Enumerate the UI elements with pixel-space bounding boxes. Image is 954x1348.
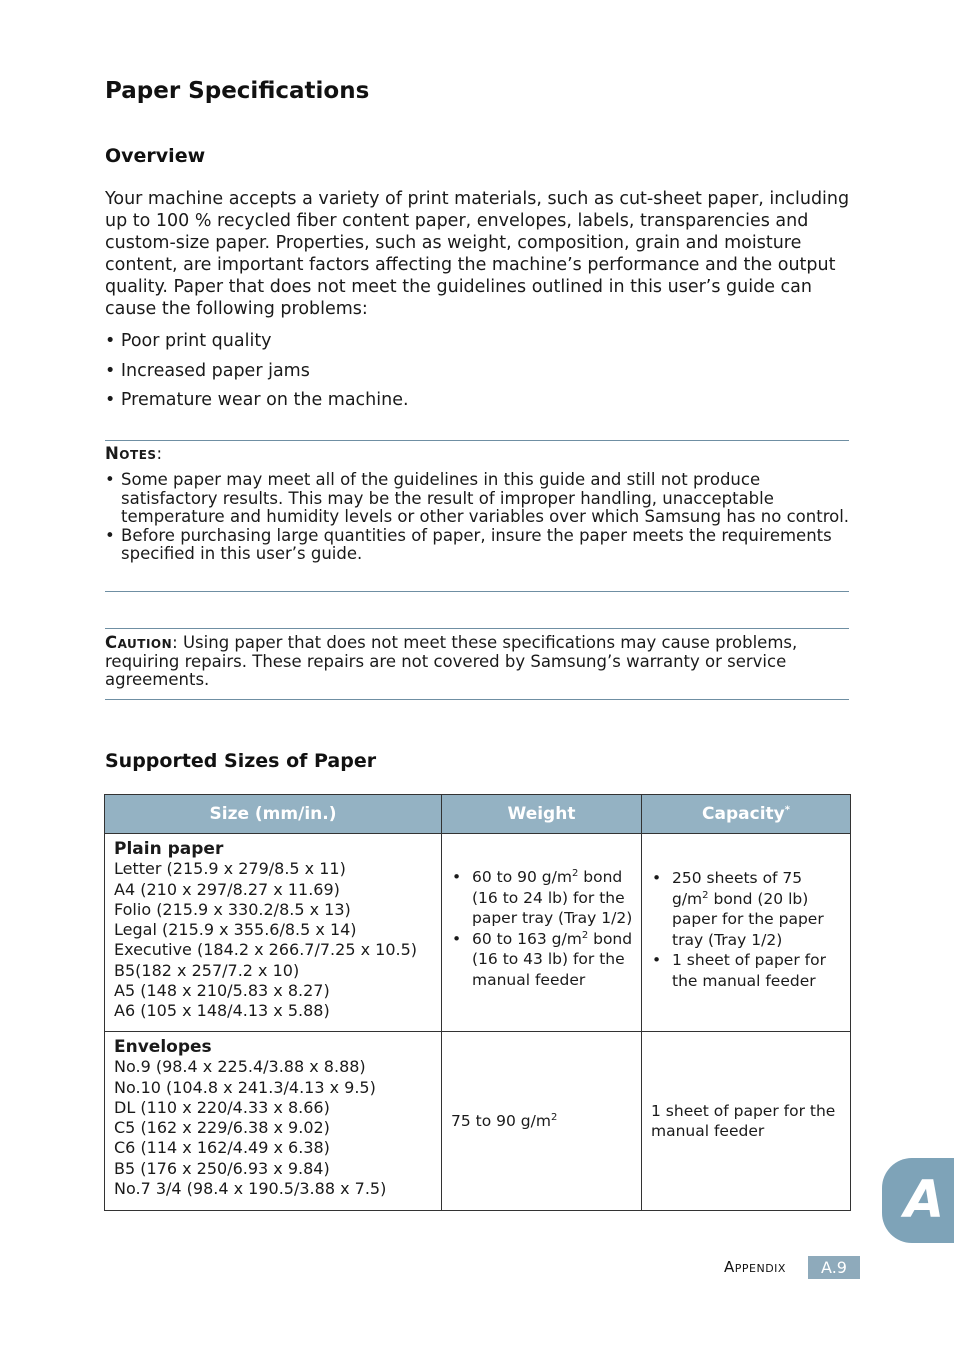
column-header-capacity: Capacity* bbox=[642, 795, 851, 834]
size-entry: A5 (148 x 210/5.83 x 8.27) bbox=[114, 981, 330, 1001]
paragraph-line: quality. Paper that does not meet the guidelines outlined in this user’s guide can bbox=[105, 277, 812, 297]
capacity-list bbox=[642, 868, 842, 992]
paper-size-table bbox=[104, 794, 851, 1211]
row-group-label: Plain paper bbox=[114, 839, 224, 859]
overview-heading: Overview bbox=[105, 145, 206, 167]
capacity-item: • 250 sheets of 75 $g/m^2$ bond (20 lb) paper for the paper tray (Tray 1/2) bbox=[642, 868, 842, 950]
capacity-item: • 1 sheet of paper for the manual feeder bbox=[642, 950, 842, 991]
note-item: • Some paper may meet all of the guidelines in this guide and still not produce satisfactory results. This may be the result of improper handling, unacceptable temperature and humidity levels or other variables over which Samsung has no control. bbox=[105, 471, 853, 527]
weight-item: • 60 to 90 $g/m^2$ bond (16 to 24 lb) for the paper tray (Tray 1/2) bbox=[442, 867, 635, 929]
problems-list bbox=[105, 330, 409, 419]
notes-list bbox=[105, 471, 853, 564]
capacity-cell bbox=[642, 834, 851, 1032]
size-entry: No.7 3/4 (98.4 x 190.5/3.88 x 7.5) bbox=[114, 1179, 387, 1199]
appendix-tab-letter: A bbox=[904, 1170, 945, 1230]
paragraph-line: Your machine accepts a variety of print materials, such as cut-sheet paper, including bbox=[105, 189, 850, 209]
notes-bottom-rule bbox=[105, 591, 849, 592]
column-header-weight: Weight bbox=[442, 795, 642, 834]
caution-label: Caution bbox=[105, 633, 173, 652]
list-item: • Increased paper jams bbox=[105, 360, 310, 381]
size-entry: No.9 (98.4 x 225.4/3.88 x 8.88) bbox=[114, 1057, 366, 1077]
notes-top-rule bbox=[105, 440, 849, 441]
paragraph-line: up to 100 % recycled fiber content paper, envelopes, labels, transparencies and bbox=[105, 211, 809, 231]
overview-paragraph bbox=[105, 188, 855, 320]
size-entry: Letter (215.9 x 279/8.5 x 11) bbox=[114, 859, 346, 879]
row-group-label: Envelopes bbox=[114, 1037, 212, 1057]
weight-item: • 60 to 163 $g/m^2$ bond (16 to 43 lb) for the manual feeder bbox=[442, 929, 635, 991]
capacity-cell: 1 sheet of paper for the manual feeder bbox=[642, 1032, 851, 1211]
size-cell bbox=[105, 1032, 442, 1211]
size-entry: B5(182 x 257/7.2 x 10) bbox=[114, 960, 300, 980]
table-header-row bbox=[105, 795, 851, 834]
size-cell bbox=[105, 834, 442, 1032]
size-entry: C5 (162 x 229/6.38 x 9.02) bbox=[114, 1118, 330, 1138]
weight-list bbox=[442, 867, 635, 991]
supported-sizes-heading: Supported Sizes of Paper bbox=[105, 750, 377, 772]
size-entry: B5 (176 x 250/6.93 x 9.84) bbox=[114, 1158, 330, 1178]
weight-cell bbox=[442, 834, 642, 1032]
size-entry: A6 (105 x 148/4.13 x 5.88) bbox=[114, 1001, 330, 1021]
page-number-badge: A.9 bbox=[808, 1256, 860, 1279]
table-row bbox=[105, 834, 851, 1032]
size-entry: Executive (184.2 x 266.7/7.25 x 10.5) bbox=[114, 940, 417, 960]
paragraph-line: content, are important factors affecting the machine’s performance and the output bbox=[105, 255, 836, 275]
size-entry: Legal (215.9 x 355.6/8.5 x 14) bbox=[114, 920, 357, 940]
caution-top-rule bbox=[105, 628, 849, 629]
note-item: • Before purchasing large quantities of paper, insure the paper meets the requirements specified in this user’s guide. bbox=[105, 527, 853, 564]
weight-cell: 75 to 90 $g/m^2$ bbox=[442, 1032, 642, 1211]
size-entry: C6 (114 x 162/4.49 x 6.38) bbox=[114, 1138, 330, 1158]
footer-section-label: Appendix bbox=[724, 1258, 786, 1276]
caution-bottom-rule bbox=[105, 699, 849, 700]
caution-text: Caution: Using paper that does not meet these specifications may cause problems, requiring repairs. These repairs are not covered by Samsung’s warranty or service agreements. bbox=[105, 633, 798, 689]
page-title: Paper Specifications bbox=[105, 78, 370, 104]
appendix-tab bbox=[882, 1158, 954, 1243]
paragraph-line: custom-size paper. Properties, such as weight, composition, grain and moisture bbox=[105, 233, 802, 253]
notes-label: Notes: bbox=[105, 444, 163, 463]
size-entry: No.10 (104.8 x 241.3/4.13 x 9.5) bbox=[114, 1077, 376, 1097]
size-entry: DL (110 x 220/4.33 x 8.66) bbox=[114, 1097, 330, 1117]
footnote-mark: * bbox=[784, 804, 790, 816]
table-row bbox=[105, 1032, 851, 1211]
paragraph-line: cause the following problems: bbox=[105, 299, 368, 319]
column-header-size: Size (mm/in.) bbox=[105, 795, 442, 834]
list-item: • Premature wear on the machine. bbox=[105, 390, 409, 410]
size-entry: A4 (210 x 297/8.27 x 11.69) bbox=[114, 879, 340, 899]
size-entry: Folio (215.9 x 330.2/8.5 x 13) bbox=[114, 899, 351, 919]
list-item: • Poor print quality bbox=[105, 331, 272, 351]
